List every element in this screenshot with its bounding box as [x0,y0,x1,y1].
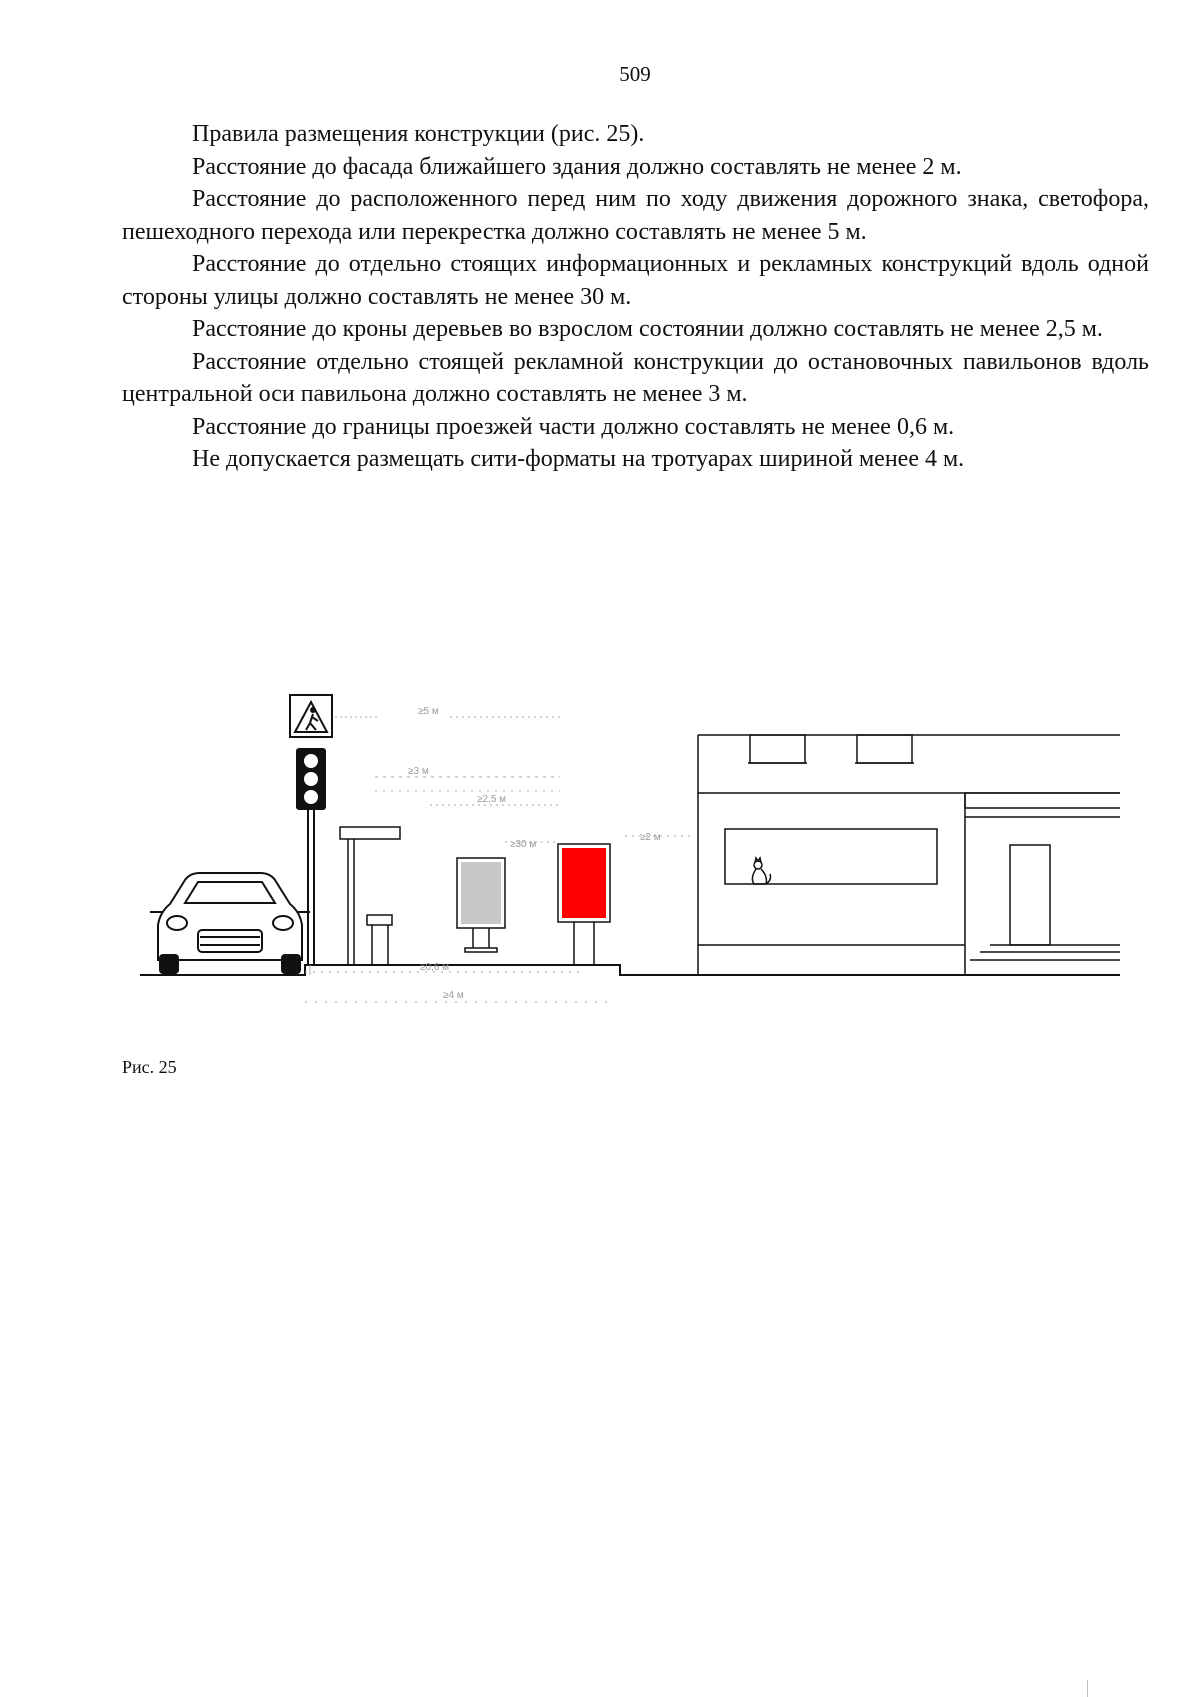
dimension-label-2-5m: ≥2,5 м [477,794,507,805]
dimension-label-5m: ≥5 м [418,706,439,717]
street-diagram [130,690,1120,1035]
cat-icon [752,858,770,884]
paragraph: Расстояние до фасада ближайшего здания должно составлять не менее 2 м. [192,153,962,180]
paragraph: Правила размещения конструкции (рис. 25). [192,121,645,147]
grey-billboard [457,858,505,952]
paragraph: Расстояние отдельно стоящей рекламной конструкции до остановочных павильонов вдоль центральной оси павильона должно составлять не менее 3 м. [122,348,1149,407]
paragraph: Расстояние до отдельно стоящих информационных и рекламных конструкций вдоль одной стороны улицы должно составлять не менее 30 м. [122,251,1149,310]
paragraph: Расстояние до кроны деревьев во взрослом состоянии должно составлять не менее 2,5 м. [192,316,1103,342]
building [698,735,1120,975]
grey-billboard-panel [461,862,501,924]
dimension-label-3m: ≥3 м [408,766,429,777]
figure-25 [130,690,1120,1035]
dimension-label-4m: ≥4 м [443,990,464,1001]
dimension-label-30m: ≥30 м [510,839,537,850]
red-billboard-panel [562,848,606,918]
scan-edge-mark [1087,1680,1088,1697]
red-billboard [558,844,610,965]
figure-caption: Рис. 25 [122,1057,177,1077]
paragraph: Не допускается размещать сити-форматы на тротуарах шириной менее 4 м. [192,446,965,472]
car-icon [150,873,310,973]
paragraph: Расстояние до границы проезжей части должно составлять не менее 0,6 м. [192,413,955,440]
dimension-label-2m: ≥2 м [640,832,661,843]
pedestrian-crossing-sign-icon [290,695,332,737]
body-text [122,118,1149,476]
dimension-label-0-6m: ≥0,6 м [420,962,450,973]
paragraph: Расстояние до расположенного перед ним по ходу движения дорожного знака, светофора, пешеходного перехода или перекрестка должно составлять не менее 5 м. [122,186,1149,245]
bus-stop-pavilion [340,827,400,965]
page-number: 509 [619,62,651,86]
